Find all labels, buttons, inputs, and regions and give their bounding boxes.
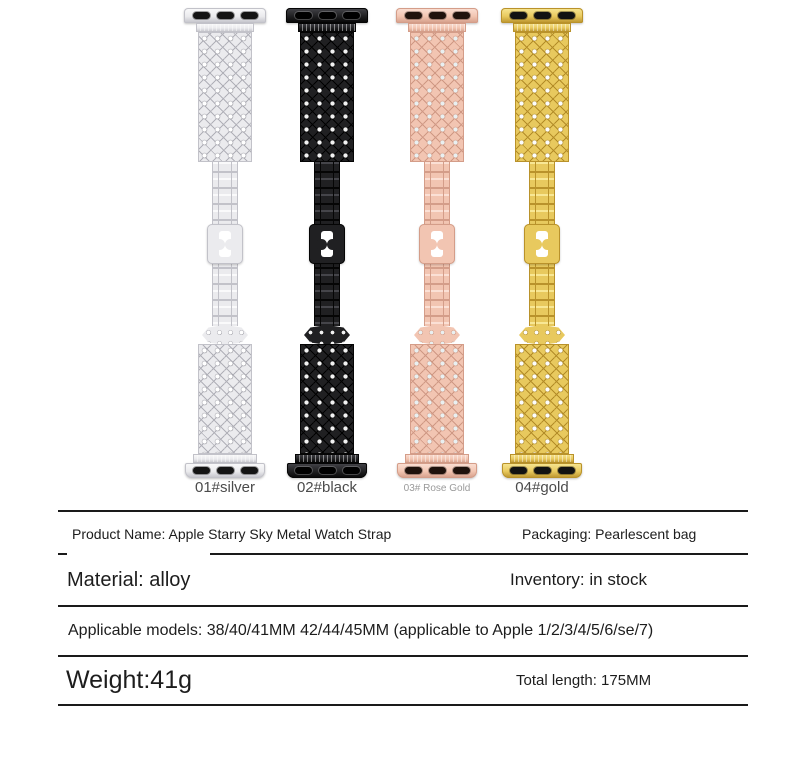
lug-slot (193, 467, 210, 474)
strap-lug-adapter-bottom (502, 463, 582, 478)
lug-slot (405, 12, 422, 19)
strap-connector-bar-bottom (510, 454, 574, 463)
lug-slot (241, 467, 258, 474)
spec-applicable-models: Applicable models: 38/40/41MM 42/44/45MM (applicable to Apple 1/2/3/4/5/6/se/7) (68, 622, 654, 639)
spec-table (58, 510, 748, 706)
clasp-cutout (536, 231, 548, 257)
spec-row-material (58, 555, 748, 607)
lug-slot (405, 467, 422, 474)
strap-lug-adapter-bottom (185, 463, 265, 478)
lug-slot (217, 12, 234, 19)
strap-connector-bar-top (513, 23, 571, 32)
clasp-cutout (219, 231, 231, 257)
watch-strap-black (282, 0, 372, 500)
lug-slot (534, 12, 551, 19)
watch-strap-silver (180, 0, 270, 500)
rhinestone-cluster (519, 326, 565, 344)
chain-clasp (419, 224, 455, 264)
rhinestone-cluster (202, 326, 248, 344)
spec-packaging: Packaging: Pearlescent bag (522, 525, 697, 542)
rhinestone-lattice-lower (198, 344, 252, 454)
lug-slot (429, 12, 446, 19)
strap-lug-adapter-top (501, 8, 583, 23)
rhinestone-cluster (304, 326, 350, 344)
lug-slot (343, 12, 360, 19)
clasp-cutout (431, 231, 443, 257)
spec-inventory: Inventory: in stock (510, 570, 648, 589)
lug-slot (453, 12, 470, 19)
lug-slot (295, 12, 312, 19)
lug-slot (510, 467, 527, 474)
strap-lug-adapter-top (286, 8, 368, 23)
strap-connector-bar-bottom (295, 454, 359, 463)
watch-strap-rose-gold (392, 0, 482, 500)
spec-row-weight (58, 657, 748, 706)
lug-slot (217, 467, 234, 474)
lug-slot (558, 467, 575, 474)
rhinestone-lattice-lower (515, 344, 569, 454)
strap-lug-adapter-bottom (287, 463, 367, 478)
spec-material: Material: alloy (67, 568, 191, 591)
watch-strap-gold (497, 0, 587, 500)
rhinestone-lattice-lower (300, 344, 354, 454)
strap-lug-adapter-top (396, 8, 478, 23)
lug-slot (295, 467, 312, 474)
rhinestone-lattice-upper (198, 32, 252, 162)
lug-slot (534, 467, 551, 474)
strap-connector-bar-top (408, 23, 466, 32)
variant-label-black: 02#black (296, 479, 358, 496)
rhinestone-lattice-upper (300, 32, 354, 162)
rhinestone-lattice-lower (410, 344, 464, 454)
clasp-cutout (321, 231, 333, 257)
rhinestone-lattice-upper (515, 32, 569, 162)
strap-connector-bar-top (298, 23, 356, 32)
strap-connector-bar-bottom (193, 454, 257, 463)
chain-clasp (207, 224, 243, 264)
variant-label-silver: 01#silver (194, 479, 256, 496)
lug-slot (429, 467, 446, 474)
chain-clasp (309, 224, 345, 264)
lug-slot (453, 467, 470, 474)
lug-slot (558, 12, 575, 19)
lug-slot (319, 467, 336, 474)
lug-slot (319, 12, 336, 19)
rhinestone-cluster (414, 326, 460, 344)
lug-slot (343, 467, 360, 474)
chain-clasp (524, 224, 560, 264)
spec-weight: Weight:41g (66, 666, 193, 694)
spec-product-name: Product Name: Apple Starry Sky Metal Watch Strap (72, 525, 392, 542)
strap-connector-bar-top (196, 23, 254, 32)
spec-row-applicable-models (58, 607, 748, 657)
lug-slot (241, 12, 258, 19)
strap-connector-bar-bottom (405, 454, 469, 463)
strap-lug-adapter-bottom (397, 463, 477, 478)
spec-total-length: Total length: 175MM (516, 672, 652, 689)
variant-label-gold: 04#gold (515, 479, 569, 496)
lug-slot (510, 12, 527, 19)
lug-slot (193, 12, 210, 19)
spec-row-product-name (58, 512, 748, 555)
variant-label-rose-gold: 03# Rose Gold (403, 483, 471, 494)
strap-lug-adapter-top (184, 8, 266, 23)
rhinestone-lattice-upper (410, 32, 464, 162)
